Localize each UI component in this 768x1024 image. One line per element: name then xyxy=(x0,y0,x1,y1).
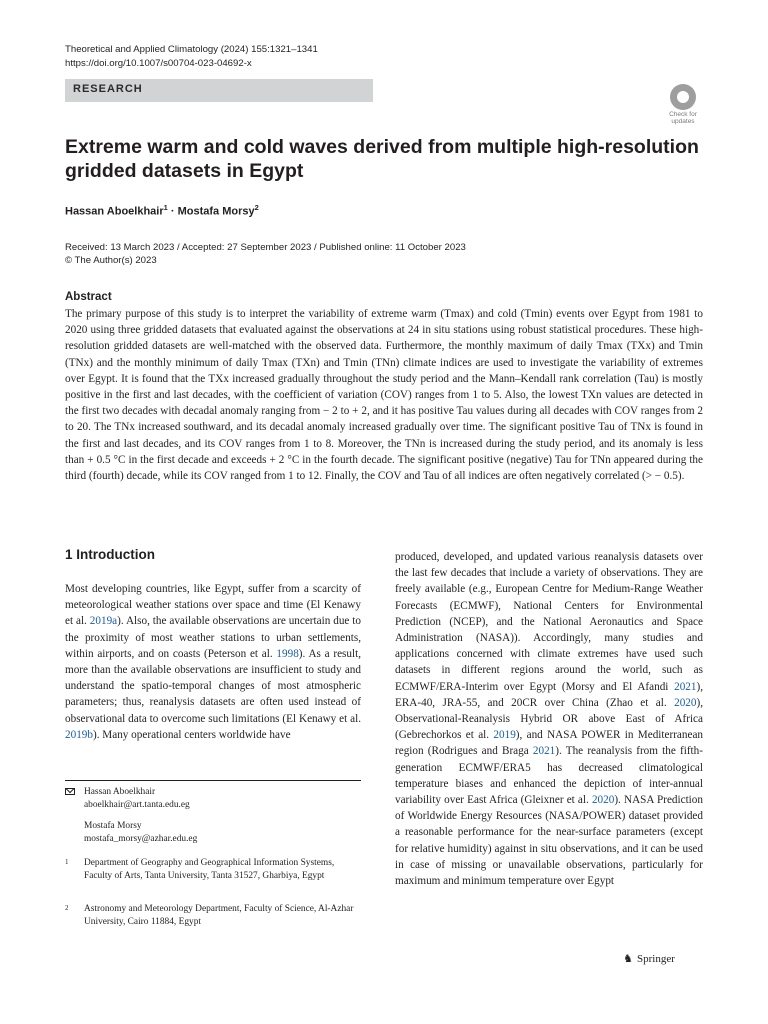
check-for-updates-label: Check for updates xyxy=(669,111,697,125)
body-text: ). The reanalysis from the fifth-generation ECMWF/ERA5 has decreased climatological temperature biases and enhanced the depiction of inter-annual variability over East Africa (Gleixner et al. xyxy=(395,745,703,807)
footnote-divider xyxy=(65,780,361,781)
citation-link[interactable]: 2021 xyxy=(532,745,556,758)
doi-link[interactable]: https://doi.org/10.1007/s00704-023-04692-x xyxy=(65,58,252,69)
author-name[interactable]: Mostafa Morsy xyxy=(177,205,255,218)
author-name[interactable]: Hassan Aboelkhair xyxy=(65,205,164,218)
citation-link[interactable]: 2019b xyxy=(65,728,93,741)
affiliation-number: 1 xyxy=(65,858,69,866)
publisher-name: Springer xyxy=(637,953,675,965)
author-affiliation-mark: 2 xyxy=(254,203,259,212)
publisher-logo xyxy=(622,952,675,965)
body-text: ). Many operational centers worldwide have xyxy=(92,728,291,741)
contact-email[interactable]: mostafa_morsy@azhar.edu.eg xyxy=(84,834,198,844)
check-for-updates-badge[interactable] xyxy=(662,84,704,126)
body-text: Most developing countries, like Egypt, suffer from a scarcity of meteorological weather stations over space and time (El Kenawy et al. xyxy=(65,583,361,628)
check-for-updates-icon xyxy=(670,84,696,110)
author-line xyxy=(65,203,259,218)
section-label: RESEARCH xyxy=(73,83,143,95)
contact-name: Mostafa Morsy xyxy=(84,821,142,831)
journal-header xyxy=(65,43,318,71)
corresponding-author-contact xyxy=(84,786,197,846)
contact-email[interactable]: aboelkhair@art.tanta.edu.eg xyxy=(84,800,190,810)
section-heading-introduction: 1 Introduction xyxy=(65,547,155,562)
copyright-line: © The Author(s) 2023 xyxy=(65,255,157,266)
citation-link[interactable]: 2020 xyxy=(591,794,615,807)
intro-left-column xyxy=(65,581,361,743)
body-text: ). NASA Prediction of Worldwide Energy Resources (NASA/POWER) dataset provided a reasonable performance for the near-surface parameters (except for relative humidity) against in situ observations, and it can be used in case of missing or unavailable observations, particularly for maximum and minimum temperature over Egypt xyxy=(395,794,703,888)
section-label-bar xyxy=(65,79,373,102)
envelope-icon xyxy=(65,788,75,795)
citation-link[interactable]: 2020 xyxy=(674,696,697,709)
affiliation-number: 2 xyxy=(65,904,69,912)
journal-citation: Theoretical and Applied Climatology (2024) 155:1321–1341 xyxy=(65,44,318,55)
article-title: Extreme warm and cold waves derived from multiple high-resolution gridded datasets in Egypt xyxy=(65,136,699,182)
author-affiliation-mark: 1 xyxy=(163,203,168,212)
intro-right-column xyxy=(395,549,703,889)
affiliation-text: Department of Geography and Geographical Information Systems, Faculty of Arts, Tanta University, Tanta 31527, Gharbiya, Egypt xyxy=(84,858,335,881)
body-text: ), and NASA POWER in Mediterranean region (Rodrigues and Braga xyxy=(395,729,704,758)
body-text: ), ERA-40, JRA-55, and 20CR over China (Zhao et al. xyxy=(395,680,703,709)
citation-link[interactable]: 2021 xyxy=(674,680,697,693)
citation-link[interactable]: 2019a xyxy=(89,615,118,628)
body-text: produced, developed, and updated various reanalysis datasets over the last few decades that include a variety of observations. They are freely available (e.g., European Centre for Medium-Range Weather Forecasts (ECMWF), National Centers for Environmental Prediction (NCEP), and the National Aeronautics and Space Administration (NASA)). Accordingly, many studies and applications concerned with climate extremes have used such datasets in different regions around the world, such as ECMWF/ERA-Interim over Egypt (Morsy and El Afandi xyxy=(395,551,703,693)
author-separator: · xyxy=(167,205,178,218)
body-text: ), Observational-Reanalysis Hybrid OR above East of Africa (Gebrechorkos et al. xyxy=(395,696,703,742)
citation-link[interactable]: 1998 xyxy=(276,647,299,660)
citation-link[interactable]: 2019 xyxy=(493,729,516,742)
body-text: ). Also, the available observations are uncertain due to the proximity of most weather stations to urban settlements, within airports, and on coasts (Peterson et al. xyxy=(65,615,361,660)
affiliation-text: Astronomy and Meteorology Department, Faculty of Science, Al-Azhar University, Cairo 11884, Egypt xyxy=(84,904,354,927)
abstract-text: The primary purpose of this study is to interpret the variability of extreme warm (Tmax) and cold (Tmin) events over Egypt from 1981 to 2020 using three gridded datasets that evaluated against the observations at 24 in situ stations using robust statistical procedures. These high-resolution gridded datasets are well-matched with the observed data. Furthermore, the monthly maximum of daily Tmax (TXx) and Tmin (TNx) and the monthly minimum of daily Tmax (TXn) and Tmin (TNn) climate indices are used to investigate the variability of extremes over Egypt. It is found that the TXx increased gradually throughout the study period and the Mann–Kendall rank correlation (Tau) is mostly positive in the first and last decades, with the coefficient of variation (COV) ranges from 1 to 5. Also, the lowest TXn values are detected in the first two decades with decadal anomaly ranging from − 2 to + 2, and it has positive Tau values during all decades with COV ranges from 2 to 20. The TNx increased southward, and its decadal anomaly increased gradually over time. The significant positive Tau of TNx is found in the first and last decades, and its COV ranges from 1 to 8. Moreover, the TNn is increased during the study period, and its anomaly is less than + 0.5 °C in the first decade and exceeds + 2 °C in the fourth decade. The significant positive (negative) Tau for TNn appeared during the third (fourth) decade, while its COV ranged from 1 to 12. Finally, the COV and Tau of all indices are often negatively correlated (> − 0.5). xyxy=(65,308,703,483)
history-dates: Received: 13 March 2023 / Accepted: 27 September 2023 / Published online: 11 October 2023 xyxy=(65,242,466,253)
contact-name: Hassan Aboelkhair xyxy=(84,787,156,797)
springer-horse-icon: ♞ xyxy=(623,953,633,965)
body-text: ). As a result, more than the available observations are insufficient to study and understand the spatio-temporal changes of most atmospheric parameters; thus, reanalysis datasets are often used instead of observational data to overcome such limitations (El Kenawy et al. xyxy=(65,647,361,725)
abstract-heading: Abstract xyxy=(65,291,112,303)
publication-dates xyxy=(65,241,466,267)
